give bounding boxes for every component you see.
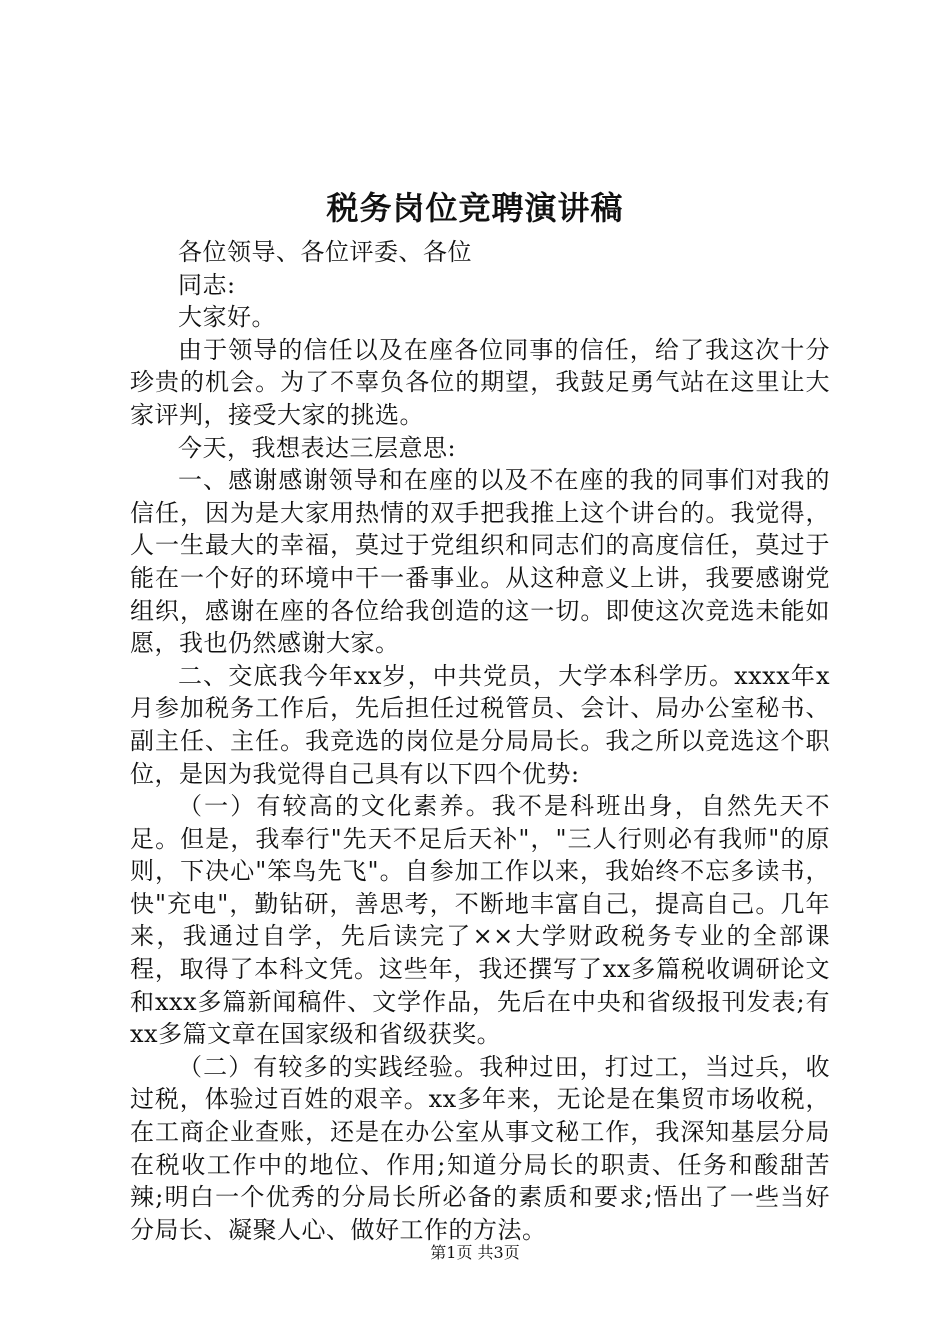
document-title: 税务岗位竞聘演讲稿 xyxy=(326,189,624,227)
paragraph-intro: 由于领导的信任以及在座各位同事的信任，给了我这次十分珍贵的机会。为了不辜负各位的期望，我鼓足勇气站在这里让大家评判，接受大家的挑选。 xyxy=(130,335,830,429)
paragraph-three-points: 今天，我想表达三层意思: xyxy=(178,433,457,462)
document-body xyxy=(130,236,830,1246)
paragraph-comrades: 同志: xyxy=(178,270,236,299)
paragraph-advantage-two: （二）有较多的实践经验。我种过田，打过工，当过兵，收过税，体验过百姓的艰辛。xx多年来，无论是在集贸市场收税，在工商企业查账，还是在办公室从事文秘工作，我深知基层分局在税收工作中的地位、作用;知道分局长的职责、任务和酸甜苦辣;明白一个优秀的分局长所必备的素质和要求;悟出了一些当好分局长、凝聚人心、做好工作的方法。 xyxy=(130,1052,830,1244)
paragraph-point-one: 一、感谢感谢领导和在座的以及不在座的我的同事们对我的信任，因为是大家用热情的双手把我推上这个讲台的。我觉得，人一生最大的幸福，莫过于党组织和同志们的高度信任，莫过于能在一个好的环境中干一番事业。从这种意义上讲，我要感谢党组织，感谢在座的各位给我创造的这一切。即使这次竞选未能如愿，我也仍然感谢大家。 xyxy=(130,466,830,658)
paragraph-salutation: 各位领导、各位评委、各位 xyxy=(178,238,472,266)
paragraph-advantage-one: （一）有较高的文化素养。我不是科班出身，自然先天不足。但是，我奉行"先天不足后天补"，"三人行则必有我师"的原则，下决心"笨鸟先飞"。自参加工作以来，我始终不忘多读书，快"充电"，勤钻研，善思考，不断地丰富自己，提高自己。几年来，我通过自学，先后读完了××大学财政税务专业的全部课程，取得了本科文凭。这些年，我还撰写了xx多篇税收调研论文和xxx多篇新闻稿件、文学作品，先后在中央和省级报刊发表;有xx多篇文章在国家级和省级获奖。 xyxy=(130,792,830,1049)
paragraph-greeting: 大家好。 xyxy=(178,303,276,332)
paragraph-point-two: 二、交底我今年xx岁，中共党员，大学本科学历。xxxx年x月参加税务工作后，先后担任过税管员、会计、局办公室秘书、副主任、主任。我竞选的岗位是分局局长。我之所以竞选这个职位，是因为我觉得自己具有以下四个优势: xyxy=(130,661,830,788)
page-footer: 第1页 共3页 xyxy=(430,1243,520,1262)
